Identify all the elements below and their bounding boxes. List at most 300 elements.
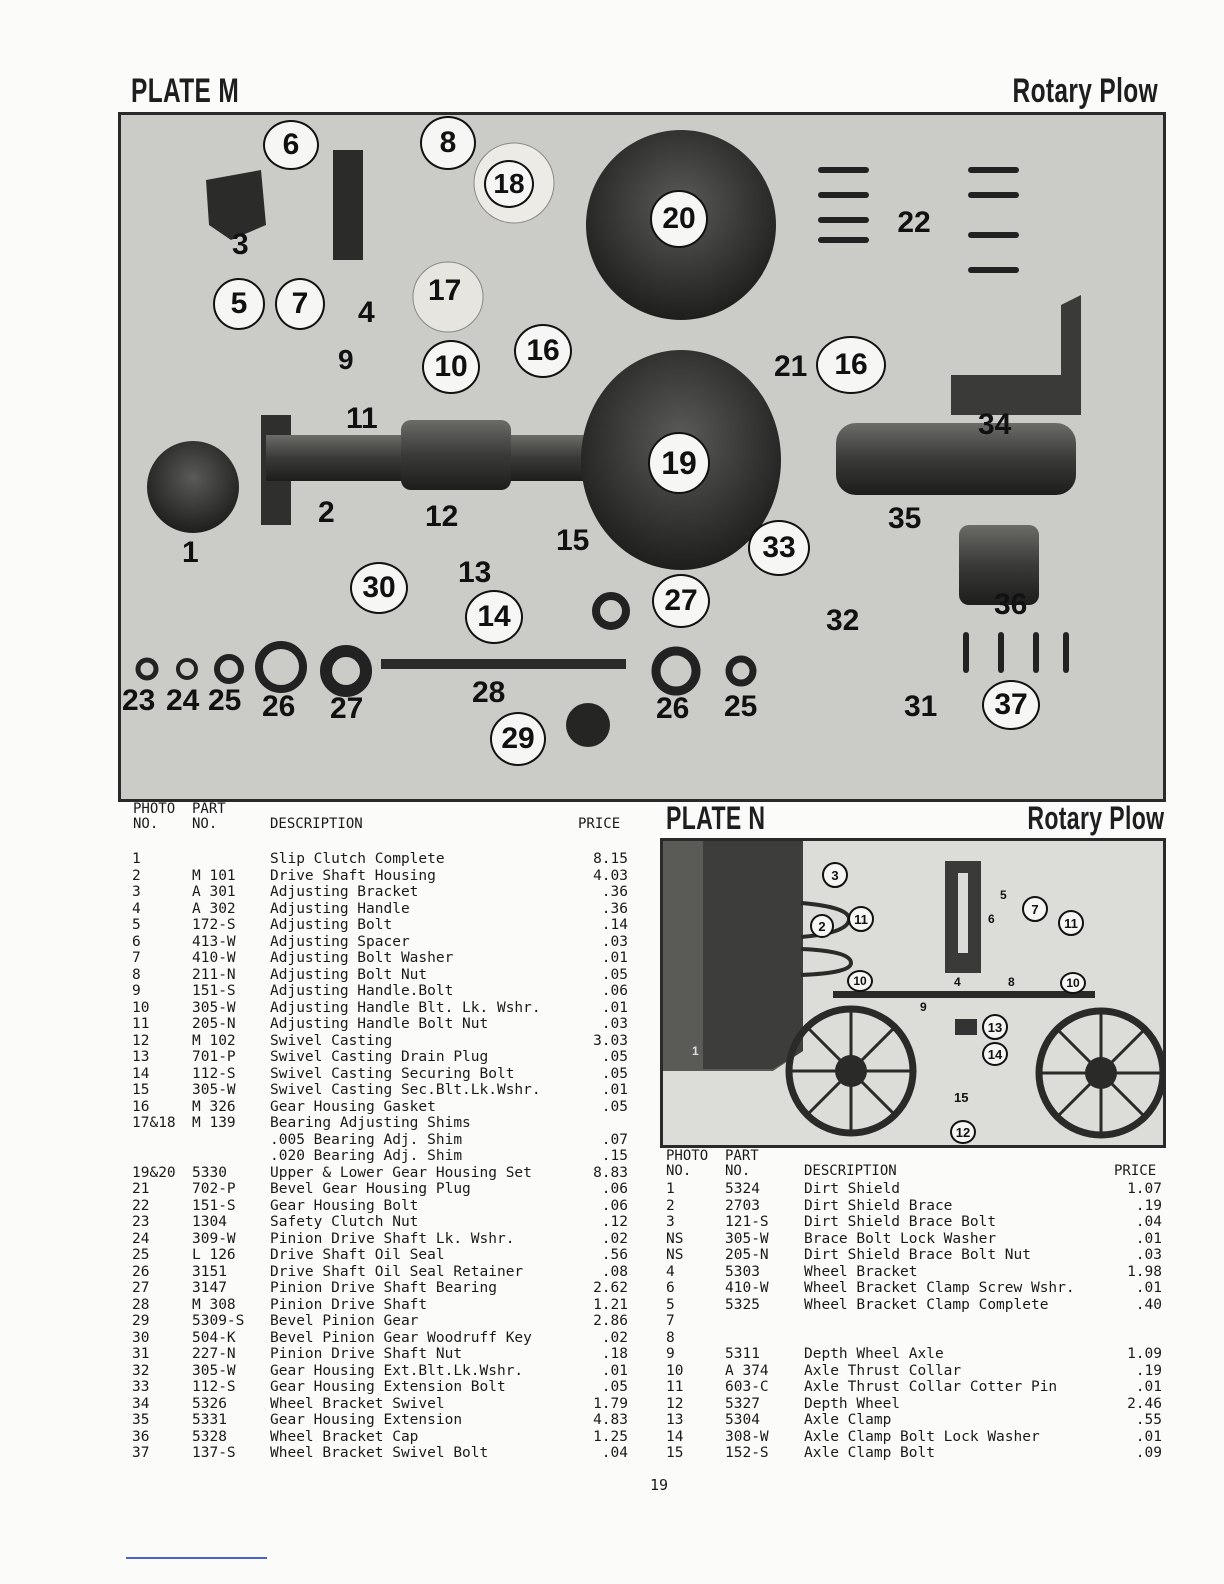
part-no: 5326 bbox=[192, 1395, 227, 1412]
description: Axle Clamp bbox=[804, 1412, 892, 1428]
table-row bbox=[132, 1412, 632, 1429]
plate-n-parts-illustration bbox=[663, 841, 1163, 1145]
photo-no: 32 bbox=[132, 1362, 150, 1379]
label-15: 15 bbox=[556, 524, 590, 557]
label-24: 24 bbox=[166, 684, 200, 717]
photo-no: 7 bbox=[666, 1313, 675, 1329]
callout-8: 8 bbox=[420, 116, 476, 170]
part-no: 308-W bbox=[725, 1428, 769, 1445]
photo-no: 4 bbox=[666, 1263, 675, 1280]
table-row bbox=[132, 1363, 632, 1380]
n-callout-11-right: 11 bbox=[1058, 910, 1084, 936]
photo-no: 12 bbox=[666, 1395, 684, 1412]
photo-no: 10 bbox=[132, 999, 150, 1016]
price: .01 bbox=[601, 1362, 628, 1379]
table-row bbox=[132, 1346, 632, 1363]
price: .05 bbox=[601, 966, 628, 983]
description: Swivel Casting bbox=[270, 1032, 393, 1049]
price: 1.07 bbox=[1127, 1181, 1162, 1197]
part-no: 5328 bbox=[192, 1428, 227, 1445]
price: .06 bbox=[601, 983, 628, 999]
description: .020 Bearing Adj. Shim bbox=[270, 1148, 463, 1164]
n-label-15: 15 bbox=[954, 1090, 969, 1105]
label-31: 31 bbox=[904, 690, 938, 723]
table-row bbox=[132, 1429, 632, 1446]
photo-no: 5 bbox=[666, 1296, 675, 1313]
description: Adjusting Spacer bbox=[270, 933, 410, 950]
table-row bbox=[132, 1396, 632, 1413]
photo-no: 25 bbox=[132, 1247, 150, 1263]
part-no: 5311 bbox=[725, 1346, 760, 1362]
price: .06 bbox=[601, 1197, 628, 1214]
part-no: 504-K bbox=[192, 1329, 236, 1346]
description: Pinion Drive Shaft Lk. Wshr. bbox=[270, 1230, 515, 1247]
description: Adjusting Handle bbox=[270, 900, 410, 917]
part-no: 701-P bbox=[192, 1049, 236, 1065]
table-row bbox=[132, 1148, 632, 1165]
plate-n-col-price: PRICE bbox=[1114, 1163, 1157, 1179]
n-label-9: 9 bbox=[920, 1000, 927, 1014]
photo-no: 8 bbox=[132, 966, 141, 983]
plate-n-title: PLATE N bbox=[666, 800, 766, 836]
price: .02 bbox=[601, 1230, 628, 1247]
part-no: 172-S bbox=[192, 917, 236, 933]
callout-5: 5 bbox=[213, 278, 265, 330]
photo-no: 14 bbox=[666, 1428, 684, 1445]
label-35: 35 bbox=[888, 502, 922, 535]
description: Brace Bolt Lock Washer bbox=[804, 1230, 997, 1247]
description: Dirt Shield Brace Bolt bbox=[804, 1214, 997, 1230]
part-no: 413-W bbox=[192, 933, 236, 950]
part-no: 3151 bbox=[192, 1263, 227, 1280]
part-no: A 374 bbox=[725, 1362, 769, 1379]
table-row bbox=[666, 1396, 1166, 1413]
table-row bbox=[132, 851, 632, 868]
label-36: 36 bbox=[994, 588, 1028, 621]
table-row bbox=[132, 917, 632, 934]
plate-n-subtitle: Rotary Plow bbox=[1026, 800, 1164, 836]
part-no: 702-P bbox=[192, 1181, 236, 1197]
description: Axle Thrust Collar Cotter Pin bbox=[804, 1379, 1058, 1395]
part-no: 5304 bbox=[725, 1412, 760, 1428]
description: Wheel Bracket Swivel bbox=[270, 1395, 445, 1412]
part-no: 137-S bbox=[192, 1445, 236, 1461]
description: Swivel Casting Drain Plug bbox=[270, 1049, 489, 1065]
label-1: 1 bbox=[182, 536, 199, 569]
description: Wheel Bracket Clamp Screw Wshr. bbox=[804, 1280, 1075, 1296]
n-callout-14: 14 bbox=[982, 1042, 1008, 1066]
part-no: 5330 bbox=[192, 1164, 227, 1181]
callout-30: 30 bbox=[350, 562, 408, 614]
n-label-5: 5 bbox=[1000, 888, 1007, 902]
photo-no: NS bbox=[666, 1247, 684, 1263]
photo-no: 14 bbox=[132, 1065, 150, 1082]
photo-no: 15 bbox=[666, 1445, 684, 1461]
n-label-1: 1 bbox=[692, 1044, 699, 1058]
table-row bbox=[132, 901, 632, 918]
part-no: 5303 bbox=[725, 1263, 760, 1280]
photo-no: 26 bbox=[132, 1263, 150, 1280]
callout-6: 6 bbox=[263, 120, 319, 170]
photo-no: 9 bbox=[132, 983, 141, 999]
photo-no: 9 bbox=[666, 1346, 675, 1362]
part-no: M 102 bbox=[192, 1032, 236, 1049]
description: Dirt Shield Brace Bolt Nut bbox=[804, 1247, 1031, 1263]
photo-no: 11 bbox=[666, 1379, 684, 1395]
price: 1.25 bbox=[593, 1428, 628, 1445]
part-no: 151-S bbox=[192, 1197, 236, 1214]
photo-no: 36 bbox=[132, 1428, 150, 1445]
table-row bbox=[132, 1247, 632, 1264]
photo-no: 22 bbox=[132, 1197, 150, 1214]
label-27-left: 27 bbox=[330, 692, 364, 725]
part-no: 205-N bbox=[725, 1247, 769, 1263]
part-no: 152-S bbox=[725, 1445, 769, 1461]
plate-n-col-part: PART NO. bbox=[725, 1148, 759, 1179]
n-callout-7: 7 bbox=[1022, 896, 1048, 922]
photo-no: 33 bbox=[132, 1379, 150, 1395]
label-12: 12 bbox=[425, 500, 459, 533]
price: 3.03 bbox=[593, 1032, 628, 1049]
photo-no: 31 bbox=[132, 1346, 150, 1362]
table-row bbox=[132, 1445, 632, 1462]
photo-no: 13 bbox=[132, 1049, 150, 1065]
plate-m-parts-table bbox=[132, 851, 632, 1462]
price: .02 bbox=[601, 1329, 628, 1346]
photo-no: 21 bbox=[132, 1181, 150, 1197]
price: 4.03 bbox=[593, 867, 628, 884]
description: Swivel Casting Sec.Blt.Lk.Wshr. bbox=[270, 1082, 541, 1098]
photo-no: 3 bbox=[666, 1214, 675, 1230]
price: .05 bbox=[601, 1379, 628, 1395]
n-callout-13: 13 bbox=[982, 1014, 1008, 1040]
photo-no: 8 bbox=[666, 1329, 675, 1346]
part-no: 211-N bbox=[192, 966, 236, 983]
plate-m-col-price: PRICE bbox=[578, 816, 621, 832]
table-row bbox=[132, 1264, 632, 1281]
photo-no: 29 bbox=[132, 1313, 150, 1329]
photo-no: 34 bbox=[132, 1395, 150, 1412]
description: Gear Housing Bolt bbox=[270, 1197, 419, 1214]
table-row bbox=[666, 1231, 1166, 1248]
price: .15 bbox=[601, 1148, 628, 1164]
price: .03 bbox=[601, 1016, 628, 1032]
price: .01 bbox=[601, 1082, 628, 1098]
table-row bbox=[132, 884, 632, 901]
description: Upper & Lower Gear Housing Set bbox=[270, 1164, 532, 1181]
table-row bbox=[666, 1280, 1166, 1297]
price: .07 bbox=[601, 1131, 628, 1148]
table-row bbox=[666, 1429, 1166, 1446]
plate-n-parts-table bbox=[666, 1181, 1166, 1462]
table-row bbox=[666, 1379, 1166, 1396]
table-row bbox=[132, 1280, 632, 1297]
description: Slip Clutch Complete bbox=[270, 851, 445, 867]
description: Drive Shaft Oil Seal Retainer bbox=[270, 1263, 524, 1280]
price: .06 bbox=[601, 1181, 628, 1197]
description: Gear Housing Extension Bolt bbox=[270, 1379, 506, 1395]
footer-rule bbox=[126, 1557, 267, 1559]
description: Adjusting Handle Blt. Lk. Wshr. bbox=[270, 999, 541, 1016]
table-row bbox=[132, 1214, 632, 1231]
price: .01 bbox=[601, 950, 628, 966]
description: Axle Clamp Bolt Lock Washer bbox=[804, 1428, 1040, 1445]
description: Adjusting Bolt Nut bbox=[270, 966, 428, 983]
table-row bbox=[132, 1049, 632, 1066]
part-no: 205-N bbox=[192, 1016, 236, 1032]
part-no: 5331 bbox=[192, 1412, 227, 1428]
table-row bbox=[132, 1066, 632, 1083]
photo-no: 1 bbox=[132, 851, 141, 867]
price: 4.83 bbox=[593, 1412, 628, 1428]
callout-10: 10 bbox=[422, 340, 480, 394]
part-no: 5309-S bbox=[192, 1313, 245, 1329]
price: 1.79 bbox=[593, 1395, 628, 1412]
photo-no: 23 bbox=[132, 1214, 150, 1230]
price: .19 bbox=[1135, 1362, 1162, 1379]
price: 2.46 bbox=[1127, 1395, 1162, 1412]
price: 2.62 bbox=[593, 1280, 628, 1296]
price: .12 bbox=[601, 1214, 628, 1230]
plate-m-title: PLATE M bbox=[131, 72, 240, 110]
table-row bbox=[132, 934, 632, 951]
callout-7: 7 bbox=[275, 278, 325, 330]
table-row bbox=[666, 1445, 1166, 1462]
table-row bbox=[132, 1181, 632, 1198]
table-row bbox=[132, 1198, 632, 1215]
part-no: 309-W bbox=[192, 1230, 236, 1247]
description: Adjusting Handle.Bolt bbox=[270, 983, 454, 999]
photo-no: 12 bbox=[132, 1032, 150, 1049]
callout-29: 29 bbox=[490, 712, 546, 766]
price: .08 bbox=[601, 1263, 628, 1280]
description: Pinion Drive Shaft Nut bbox=[270, 1346, 463, 1362]
description: Dirt Shield bbox=[804, 1181, 901, 1197]
price: .04 bbox=[1135, 1214, 1162, 1230]
table-row bbox=[666, 1247, 1166, 1264]
part-no: 410-W bbox=[725, 1280, 769, 1296]
description: Pinion Drive Shaft bbox=[270, 1296, 428, 1313]
price: .56 bbox=[601, 1247, 628, 1263]
table-row bbox=[132, 1313, 632, 1330]
part-no: 305-W bbox=[192, 1362, 236, 1379]
photo-no: 28 bbox=[132, 1296, 150, 1313]
price: .01 bbox=[1135, 1230, 1162, 1247]
n-callout-12: 12 bbox=[950, 1120, 976, 1144]
part-no: 305-W bbox=[725, 1230, 769, 1247]
description: Gear Housing Extension bbox=[270, 1412, 463, 1428]
label-21: 21 bbox=[774, 350, 808, 383]
part-no: 305-W bbox=[192, 999, 236, 1016]
label-28: 28 bbox=[472, 676, 506, 709]
page-number: 19 bbox=[650, 1476, 669, 1494]
price: .36 bbox=[601, 884, 628, 900]
photo-no: 4 bbox=[132, 900, 141, 917]
callout-20: 20 bbox=[650, 190, 708, 248]
table-row bbox=[132, 1033, 632, 1050]
n-callout-3: 3 bbox=[822, 862, 848, 888]
part-no: 227-N bbox=[192, 1346, 236, 1362]
description: Wheel Bracket bbox=[804, 1263, 918, 1280]
table-row bbox=[666, 1330, 1166, 1347]
table-row bbox=[132, 1099, 632, 1116]
price: .03 bbox=[1135, 1247, 1162, 1263]
price: .18 bbox=[601, 1346, 628, 1362]
part-no: 151-S bbox=[192, 983, 236, 999]
table-row bbox=[132, 1231, 632, 1248]
part-no: M 308 bbox=[192, 1296, 236, 1313]
callout-14: 14 bbox=[465, 590, 523, 644]
part-no: A 302 bbox=[192, 900, 236, 917]
n-label-4: 4 bbox=[954, 975, 961, 989]
callout-16-left: 16 bbox=[514, 324, 572, 378]
price: 1.21 bbox=[593, 1296, 628, 1313]
description: Bearing Adjusting Shims bbox=[270, 1115, 471, 1131]
part-no: L 126 bbox=[192, 1247, 236, 1263]
photo-no: 2 bbox=[132, 867, 141, 884]
table-row bbox=[666, 1297, 1166, 1314]
part-no: M 326 bbox=[192, 1098, 236, 1115]
part-no: 410-W bbox=[192, 950, 236, 966]
part-no: 5324 bbox=[725, 1181, 760, 1197]
description: Bevel Pinion Gear Woodruff Key bbox=[270, 1329, 532, 1346]
label-26-left: 26 bbox=[262, 690, 296, 723]
plate-n-col-photo: PHOTO NO. bbox=[666, 1148, 709, 1179]
plate-m-col-photo: PHOTO NO. bbox=[133, 801, 176, 832]
description: Drive Shaft Housing bbox=[270, 867, 436, 884]
label-2: 2 bbox=[318, 496, 335, 529]
description: Wheel Bracket Cap bbox=[270, 1428, 419, 1445]
label-3: 3 bbox=[232, 228, 249, 261]
price: 8.15 bbox=[593, 851, 628, 867]
description: Adjusting Bolt Washer bbox=[270, 950, 454, 966]
part-no: M 139 bbox=[192, 1115, 236, 1131]
part-no: 112-S bbox=[192, 1065, 236, 1082]
photo-no: 10 bbox=[666, 1362, 684, 1379]
photo-no: 3 bbox=[132, 884, 141, 900]
description: Wheel Bracket Swivel Bolt bbox=[270, 1445, 489, 1461]
description: Pinion Drive Shaft Bearing bbox=[270, 1280, 497, 1296]
table-row bbox=[132, 1016, 632, 1033]
price: .05 bbox=[601, 1049, 628, 1065]
label-17: 17 bbox=[428, 274, 462, 307]
table-row bbox=[666, 1313, 1166, 1330]
price: .01 bbox=[1135, 1379, 1162, 1395]
photo-no: 13 bbox=[666, 1412, 684, 1428]
label-32: 32 bbox=[826, 604, 860, 637]
table-row bbox=[666, 1214, 1166, 1231]
photo-no: 6 bbox=[666, 1280, 675, 1296]
price: 2.86 bbox=[593, 1313, 628, 1329]
table-row bbox=[132, 1379, 632, 1396]
description: Swivel Casting Securing Bolt bbox=[270, 1065, 515, 1082]
callout-22: 22 bbox=[897, 206, 931, 239]
n-callout-2: 2 bbox=[810, 914, 834, 938]
part-no: 2703 bbox=[725, 1197, 760, 1214]
description: Adjusting Handle Bolt Nut bbox=[270, 1016, 489, 1032]
table-row bbox=[132, 1132, 632, 1149]
n-callout-11-left: 11 bbox=[848, 906, 874, 932]
table-row bbox=[132, 967, 632, 984]
table-row bbox=[666, 1346, 1166, 1363]
n-label-8: 8 bbox=[1008, 975, 1015, 989]
label-26-right: 26 bbox=[656, 692, 690, 725]
table-row bbox=[132, 950, 632, 967]
description: Depth Wheel Axle bbox=[804, 1346, 944, 1362]
price: .01 bbox=[1135, 1428, 1162, 1445]
part-no: M 101 bbox=[192, 867, 236, 884]
photo-no: 24 bbox=[132, 1230, 150, 1247]
price: .14 bbox=[601, 917, 628, 933]
plate-n-photo bbox=[660, 838, 1166, 1148]
table-row bbox=[132, 1000, 632, 1017]
part-no: 305-W bbox=[192, 1082, 236, 1098]
photo-no: 16 bbox=[132, 1098, 150, 1115]
label-23: 23 bbox=[122, 684, 156, 717]
description: .005 Bearing Adj. Shim bbox=[270, 1131, 463, 1148]
label-4: 4 bbox=[358, 296, 375, 329]
label-25-left: 25 bbox=[208, 684, 242, 717]
price: .01 bbox=[601, 999, 628, 1016]
callout-33: 33 bbox=[748, 520, 810, 576]
table-row bbox=[132, 1297, 632, 1314]
description: Dirt Shield Brace bbox=[804, 1197, 953, 1214]
price: 1.98 bbox=[1127, 1263, 1162, 1280]
photo-no: 17&18 bbox=[132, 1115, 176, 1131]
part-no: 1304 bbox=[192, 1214, 227, 1230]
price: .55 bbox=[1135, 1412, 1162, 1428]
description: Gear Housing Gasket bbox=[270, 1098, 436, 1115]
price: .05 bbox=[601, 1065, 628, 1082]
description: Adjusting Bracket bbox=[270, 884, 419, 900]
description: Safety Clutch Nut bbox=[270, 1214, 419, 1230]
label-11: 11 bbox=[346, 402, 378, 435]
callout-18: 18 bbox=[484, 160, 534, 208]
label-25-right: 25 bbox=[724, 690, 758, 723]
description: Bevel Gear Housing Plug bbox=[270, 1181, 471, 1197]
table-row bbox=[132, 868, 632, 885]
label-34: 34 bbox=[978, 408, 1012, 441]
callout-16-right: 16 bbox=[816, 336, 886, 394]
photo-no: 6 bbox=[132, 933, 141, 950]
description: Axle Clamp Bolt bbox=[804, 1445, 935, 1461]
table-row bbox=[132, 1165, 632, 1182]
price: 8.83 bbox=[593, 1164, 628, 1181]
callout-19: 19 bbox=[648, 432, 710, 494]
photo-no: 2 bbox=[666, 1197, 675, 1214]
table-row bbox=[132, 1330, 632, 1347]
photo-no: 1 bbox=[666, 1181, 675, 1197]
part-no: 603-C bbox=[725, 1379, 769, 1395]
description: Bevel Pinion Gear bbox=[270, 1313, 419, 1329]
callout-37: 37 bbox=[982, 680, 1040, 730]
callout-27-right: 27 bbox=[652, 574, 710, 628]
part-no: 112-S bbox=[192, 1379, 236, 1395]
photo-no: 35 bbox=[132, 1412, 150, 1428]
part-no: 121-S bbox=[725, 1214, 769, 1230]
photo-no: 5 bbox=[132, 917, 141, 933]
price: .04 bbox=[601, 1445, 628, 1461]
table-row bbox=[666, 1412, 1166, 1429]
photo-no: 19&20 bbox=[132, 1164, 176, 1181]
price: .01 bbox=[1135, 1280, 1162, 1296]
photo-no: 27 bbox=[132, 1280, 150, 1296]
description: Depth Wheel bbox=[804, 1395, 901, 1412]
price: .05 bbox=[601, 1098, 628, 1115]
price: .36 bbox=[601, 900, 628, 917]
price: .09 bbox=[1135, 1445, 1162, 1461]
description: Wheel Bracket Clamp Complete bbox=[804, 1296, 1049, 1313]
